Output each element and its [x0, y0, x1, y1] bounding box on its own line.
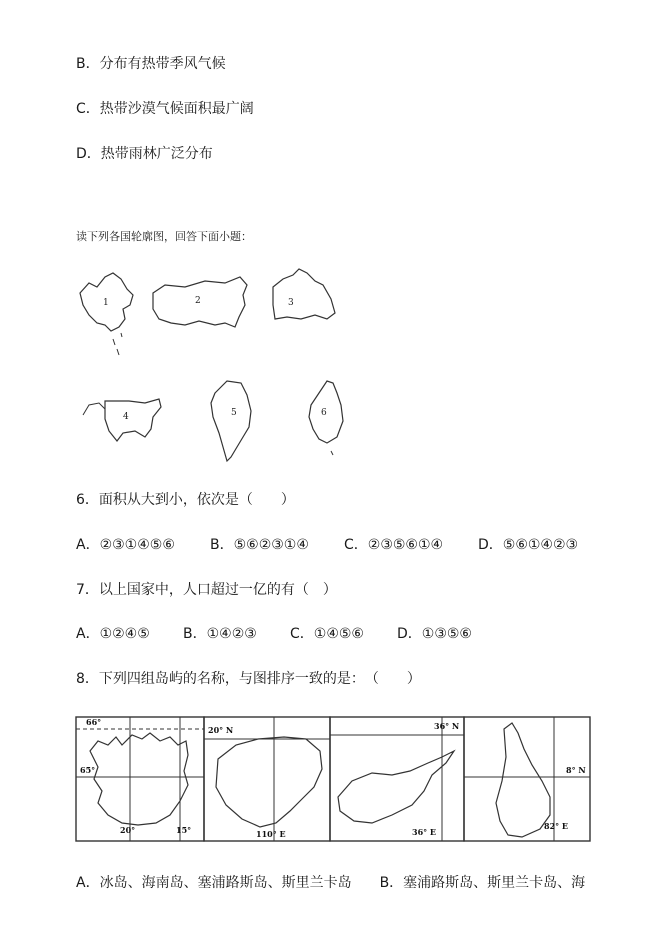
coord-cyprus-36n: 36° N [434, 721, 460, 731]
coord-cyprus-36e: 36° E [412, 827, 437, 837]
island-panel-hainan [204, 717, 330, 841]
intro-text: 读下列各国轮廓图，回答下面小题： [76, 230, 252, 243]
country-outline-china [80, 273, 133, 355]
island-panel-srilanka [464, 717, 590, 841]
q7-stem: 7．以上国家中，人口超过一亿的有（ ） [76, 582, 337, 598]
q6-options [76, 536, 578, 554]
coord-iceland-15: 15° [176, 825, 192, 835]
coord-srilanka-8n: 8° N [566, 765, 586, 775]
island-panel-iceland [76, 717, 204, 841]
q7-option-c: C．①④⑤⑥ [290, 626, 364, 642]
q7-options [76, 625, 472, 643]
island-panel-cyprus [330, 717, 464, 841]
q5-option-b: B．分布有热带季风气候 [76, 56, 226, 72]
q8-options: A．冰岛、海南岛、塞浦路斯岛、斯里兰卡岛 B．塞浦路斯岛、斯里兰卡岛、海 [76, 875, 586, 891]
coord-hainan-110e: 110° E [256, 829, 286, 839]
country-outline-usa [83, 399, 161, 441]
country-outlines-figure [75, 265, 375, 465]
q5-option-d: D．热带雨林广泛分布 [76, 146, 213, 162]
q6-stem: 6．面积从大到小，依次是（ ） [76, 492, 295, 508]
country-outline-canada [273, 269, 335, 319]
country-label-5: 5 [231, 408, 237, 418]
coord-srilanka-82e: 82° E [544, 821, 569, 831]
country-outline-australia [309, 381, 343, 455]
q5-option-c: C．热带沙漠气候面积最广阔 [76, 101, 254, 117]
q6-option-d: D．⑤⑥①④②③ [478, 537, 579, 553]
q6-option-b: B．⑤⑥②③①④ [210, 537, 309, 553]
country-label-4: 4 [123, 412, 129, 422]
q7-option-d: D．①③⑤⑥ [397, 626, 472, 642]
coord-iceland-20: 20° [120, 825, 136, 835]
q7-option-a: A．①②④⑤ [76, 626, 150, 642]
country-label-6: 6 [321, 408, 327, 418]
coord-iceland-66: 66° [86, 717, 102, 727]
islands-figure [76, 715, 590, 843]
q6-option-a: A．②③①④⑤⑥ [76, 537, 175, 553]
q7-option-b: B．①④②③ [183, 626, 257, 642]
q8-stem: 8．下列四组岛屿的名称，与图排序一致的是： （ ） [76, 671, 421, 687]
country-label-1: 1 [103, 298, 109, 308]
coord-hainan-20n: 20° N [208, 725, 234, 735]
country-label-2: 2 [195, 296, 201, 306]
country-label-3: 3 [288, 298, 294, 308]
country-outline-brazil [211, 381, 251, 461]
coord-iceland-65: 65° [80, 765, 96, 775]
q6-option-c: C．②③⑤⑥①④ [344, 537, 444, 553]
country-outline-russia [153, 277, 247, 327]
